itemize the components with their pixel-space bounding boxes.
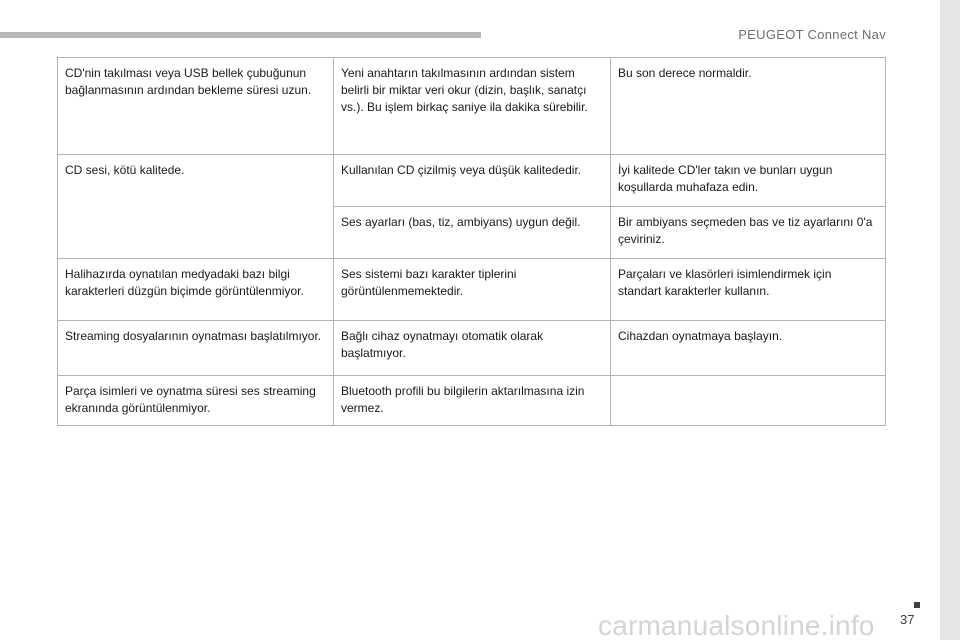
solution-cell [611, 376, 886, 426]
header-bar [0, 32, 481, 38]
side-tab-strip [940, 0, 960, 640]
page-number: 37 [900, 612, 915, 627]
solution-cell: Cihazdan oynatmaya başlayın. [611, 321, 886, 376]
cause-cell: Bağlı cihaz oynatmayı otomatik olarak başlatmıyor. [334, 321, 611, 376]
solution-cell: Bu son derece normaldir. [611, 58, 886, 155]
problem-cell: CD sesi, kötü kalitede. [58, 155, 334, 259]
troubleshooting-table [57, 57, 886, 426]
cause-cell: Ses ayarları (bas, tiz, ambiyans) uygun değil. [334, 207, 611, 259]
problem-cell: CD'nin takılması veya USB bellek çubuğunun bağlanmasının ardından bekleme süresi uzun. [58, 58, 334, 155]
problem-cell: Halihazırda oynatılan medyadaki bazı bilgi karakterleri düzgün biçimde görüntülenmiyor. [58, 259, 334, 321]
problem-cell: Streaming dosyalarının oynatması başlatılmıyor. [58, 321, 334, 376]
table-row [58, 321, 886, 376]
problem-cell: Parça isimleri ve oynatma süresi ses streaming ekranında görüntülenmiyor. [58, 376, 334, 426]
table-row [58, 58, 886, 155]
solution-cell: Bir ambiyans seçmeden bas ve tiz ayarlarını 0'a çeviriniz. [611, 207, 886, 259]
cause-cell: Kullanılan CD çizilmiş veya düşük kalitededir. [334, 155, 611, 207]
solution-cell: Parçaları ve klasörleri isimlendirmek için standart karakterler kullanın. [611, 259, 886, 321]
cause-cell: Ses sistemi bazı karakter tiplerini görüntülenmemektedir. [334, 259, 611, 321]
cause-cell: Bluetooth profili bu bilgilerin aktarılmasına izin vermez. [334, 376, 611, 426]
table-row [58, 259, 886, 321]
page-header-title: PEUGEOT Connect Nav [738, 27, 886, 42]
page-marker-icon [914, 602, 920, 608]
watermark: carmanualsonline.info [598, 610, 875, 641]
table-row [58, 155, 886, 207]
table-row [58, 376, 886, 426]
cause-cell: Yeni anahtarın takılmasının ardından sistem belirli bir miktar veri okur (dizin, başlık, sanatçı vs.). Bu işlem birkaç saniye ila dakika sürebilir. [334, 58, 611, 155]
solution-cell: İyi kalitede CD'ler takın ve bunları uygun koşullarda muhafaza edin. [611, 155, 886, 207]
